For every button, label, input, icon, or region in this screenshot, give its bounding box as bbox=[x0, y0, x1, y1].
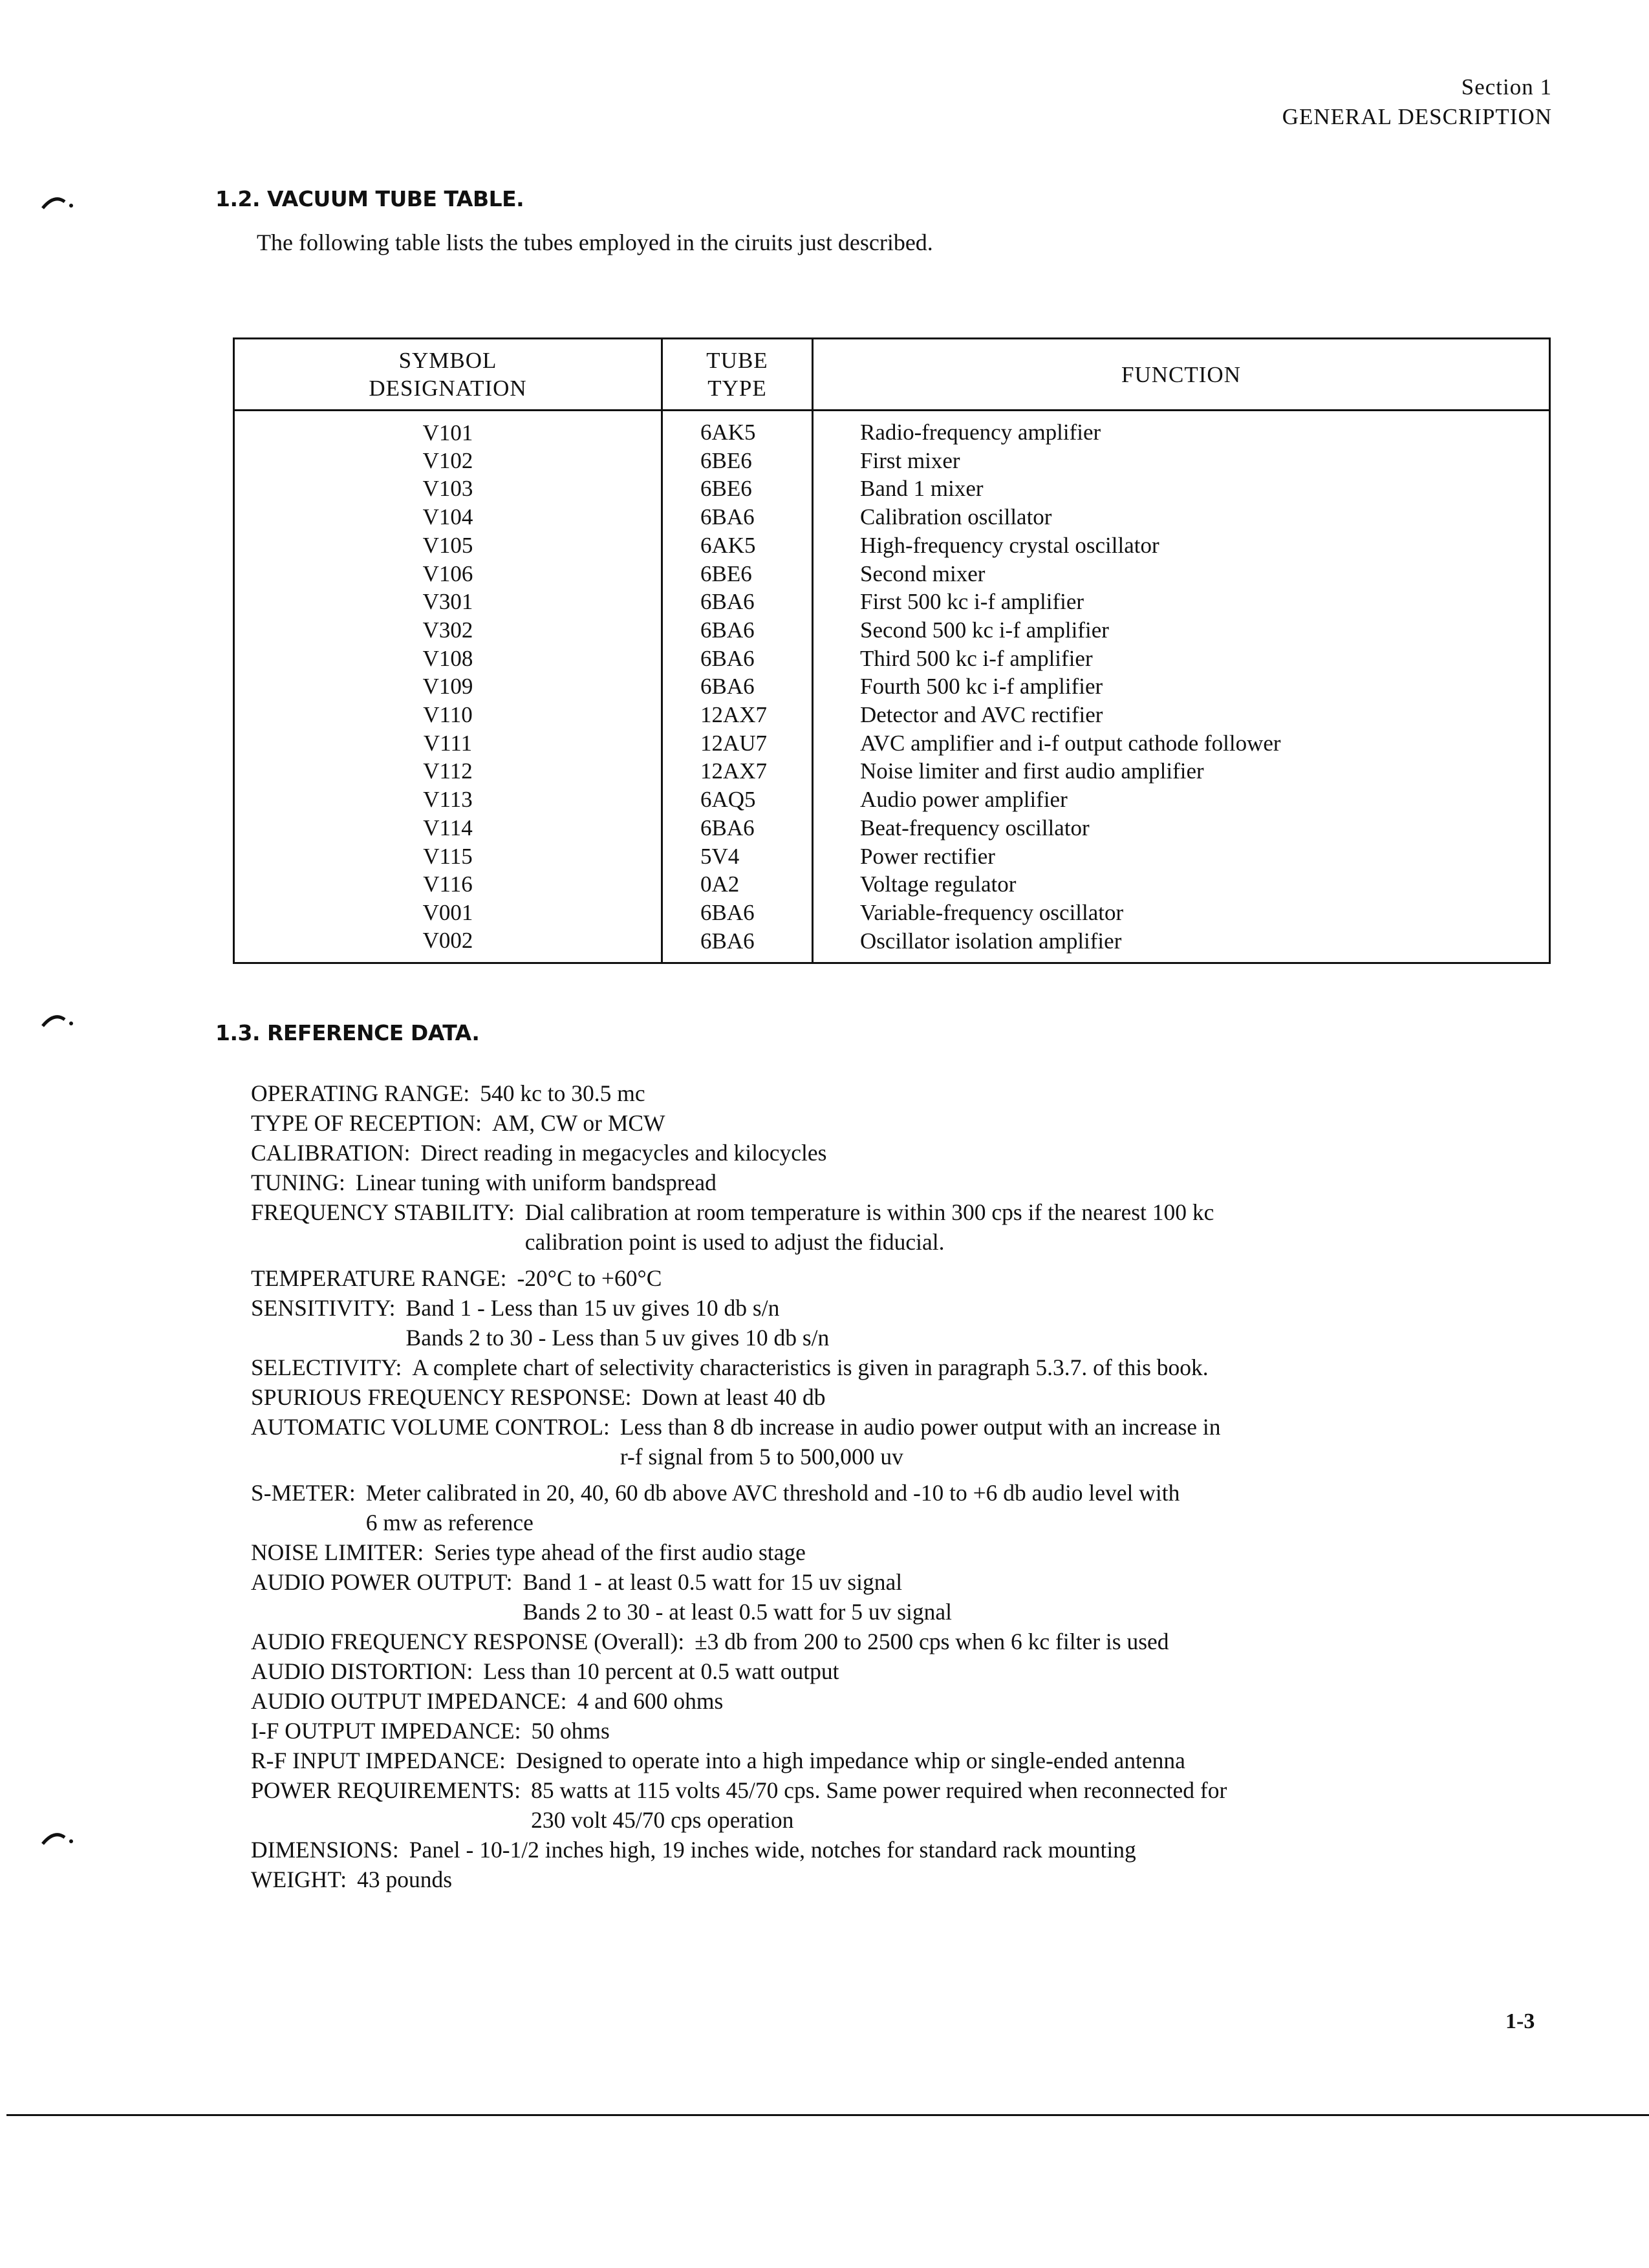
reference-label: TEMPERATURE RANGE: bbox=[251, 1265, 507, 1291]
reference-value-line: Bands 2 to 30 - Less than 5 uv gives 10 db s/n bbox=[405, 1325, 830, 1351]
tube-symbol-cell: V106 bbox=[234, 560, 662, 588]
tube-symbol-cell: V109 bbox=[234, 672, 662, 701]
reference-label: AUDIO POWER OUTPUT: bbox=[251, 1569, 513, 1595]
reference-item bbox=[251, 1078, 1577, 1108]
tube-type-cell: 5V4 bbox=[662, 842, 813, 871]
section-label: Section 1 bbox=[1461, 74, 1552, 100]
tube-symbol-cell: V301 bbox=[234, 588, 662, 616]
table-row bbox=[234, 475, 1550, 503]
table-row bbox=[234, 672, 1550, 701]
reference-item bbox=[251, 1627, 1577, 1656]
reference-value-line: AM, CW or MCW bbox=[492, 1110, 665, 1136]
reference-label: FREQUENCY STABILITY: bbox=[251, 1199, 515, 1225]
tube-symbol-cell: V001 bbox=[234, 899, 662, 927]
tube-type-cell: 0A2 bbox=[662, 870, 813, 899]
reference-label: TUNING: bbox=[251, 1170, 345, 1195]
tube-symbol-cell: V103 bbox=[234, 475, 662, 503]
tube-symbol-cell: V302 bbox=[234, 616, 662, 645]
reference-value-line: Direct reading in megacycles and kilocycles bbox=[420, 1140, 827, 1166]
reference-value-line: Band 1 - at least 0.5 watt for 15 uv signal bbox=[523, 1569, 903, 1595]
tube-symbol-cell: V101 bbox=[234, 411, 662, 447]
reference-value-line: 540 kc to 30.5 mc bbox=[480, 1080, 645, 1106]
table-row bbox=[234, 927, 1550, 963]
tube-type-cell: 6BA6 bbox=[662, 503, 813, 531]
tube-function-cell: First mixer bbox=[813, 447, 1550, 475]
table-row bbox=[234, 560, 1550, 588]
table-row bbox=[234, 729, 1550, 758]
reference-value-line: Less than 8 db increase in audio power output with an increase in bbox=[620, 1414, 1221, 1440]
tube-symbol-cell: V105 bbox=[234, 531, 662, 560]
reference-item bbox=[251, 1197, 1577, 1257]
running-header bbox=[1282, 72, 1552, 132]
tube-function-cell: First 500 kc i-f amplifier bbox=[813, 588, 1550, 616]
reference-value-line: Series type ahead of the first audio stage bbox=[434, 1539, 806, 1565]
table-row bbox=[234, 842, 1550, 871]
tube-type-cell: 6AK5 bbox=[662, 411, 813, 447]
page-number: 1-3 bbox=[1505, 2009, 1535, 2033]
reference-item bbox=[251, 1686, 1577, 1716]
reference-item bbox=[251, 1382, 1577, 1412]
tube-symbol-cell: V116 bbox=[234, 870, 662, 899]
tube-symbol-cell: V111 bbox=[234, 729, 662, 758]
table-row bbox=[234, 701, 1550, 729]
tube-function-cell: Power rectifier bbox=[813, 842, 1550, 871]
reference-item bbox=[251, 1108, 1577, 1138]
tube-function-cell: Second mixer bbox=[813, 560, 1550, 588]
reference-data-list bbox=[251, 1078, 1577, 1894]
reference-item bbox=[251, 1567, 1577, 1627]
table-row bbox=[234, 786, 1550, 814]
tube-type-cell: 12AX7 bbox=[662, 757, 813, 786]
chapter-title: GENERAL DESCRIPTION bbox=[1282, 104, 1552, 129]
tube-type-cell: 6BE6 bbox=[662, 447, 813, 475]
table-row bbox=[234, 503, 1550, 531]
reference-label: S-METER: bbox=[251, 1480, 356, 1506]
column-header-tube-type: TUBE TYPE bbox=[662, 339, 813, 411]
reference-value-line: Bands 2 to 30 - at least 0.5 watt for 5 uv signal bbox=[523, 1599, 953, 1625]
reference-item bbox=[251, 1478, 1577, 1537]
column-header-symbol: SYMBOL DESIGNATION bbox=[234, 339, 662, 411]
tube-type-cell: 6AQ5 bbox=[662, 786, 813, 814]
reference-value-line: Less than 10 percent at 0.5 watt output bbox=[483, 1658, 839, 1684]
tube-function-cell: Band 1 mixer bbox=[813, 475, 1550, 503]
tube-symbol-cell: V104 bbox=[234, 503, 662, 531]
tube-type-cell: 6BE6 bbox=[662, 475, 813, 503]
table-row bbox=[234, 588, 1550, 616]
table-row bbox=[234, 870, 1550, 899]
reference-label: SENSITIVITY: bbox=[251, 1295, 396, 1321]
reference-label: AUDIO DISTORTION: bbox=[251, 1658, 473, 1684]
tube-function-cell: Variable-frequency oscillator bbox=[813, 899, 1550, 927]
reference-item bbox=[251, 1293, 1577, 1353]
tube-symbol-cell: V110 bbox=[234, 701, 662, 729]
tube-type-cell: 6BE6 bbox=[662, 560, 813, 588]
table-row bbox=[234, 447, 1550, 475]
tube-type-cell: 6BA6 bbox=[662, 927, 813, 963]
table-row bbox=[234, 411, 1550, 447]
reference-label: AUDIO FREQUENCY RESPONSE (Overall): bbox=[251, 1629, 685, 1654]
reference-value-line: 4 and 600 ohms bbox=[577, 1688, 724, 1714]
bottom-rule bbox=[6, 2114, 1649, 2116]
reference-label: NOISE LIMITER: bbox=[251, 1539, 424, 1565]
tube-type-cell: 6AK5 bbox=[662, 531, 813, 560]
tube-function-cell: Fourth 500 kc i-f amplifier bbox=[813, 672, 1550, 701]
reference-label: CALIBRATION: bbox=[251, 1140, 411, 1166]
reference-label: TYPE OF RECEPTION: bbox=[251, 1110, 482, 1136]
tube-symbol-cell: V112 bbox=[234, 757, 662, 786]
reference-value-line: Band 1 - Less than 15 uv gives 10 db s/n bbox=[405, 1295, 780, 1321]
tube-type-cell: 6BA6 bbox=[662, 616, 813, 645]
tube-symbol-cell: V113 bbox=[234, 786, 662, 814]
reference-label: R-F INPUT IMPEDANCE: bbox=[251, 1748, 506, 1773]
tube-function-cell: Third 500 kc i-f amplifier bbox=[813, 645, 1550, 673]
tube-type-cell: 6BA6 bbox=[662, 645, 813, 673]
reference-item bbox=[251, 1263, 1577, 1293]
table-header-row bbox=[234, 339, 1550, 411]
tube-function-cell: High-frequency crystal oscillator bbox=[813, 531, 1550, 560]
reference-item bbox=[251, 1656, 1577, 1686]
tube-symbol-cell: V102 bbox=[234, 447, 662, 475]
tube-type-cell: 6BA6 bbox=[662, 814, 813, 842]
reference-value-line: 6 mw as reference bbox=[365, 1510, 534, 1535]
reference-label: I-F OUTPUT IMPEDANCE: bbox=[251, 1718, 521, 1744]
tube-function-cell: Oscillator isolation amplifier bbox=[813, 927, 1550, 963]
reference-value-line: ±3 db from 200 to 2500 cps when 6 kc filter is used bbox=[695, 1629, 1169, 1654]
vacuum-tube-table bbox=[233, 337, 1551, 964]
reference-label: SELECTIVITY: bbox=[251, 1354, 402, 1380]
tube-type-cell: 12AX7 bbox=[662, 701, 813, 729]
tube-function-cell: Noise limiter and first audio amplifier bbox=[813, 757, 1550, 786]
reference-item bbox=[251, 1835, 1577, 1865]
reference-value-line: calibration point is used to adjust the fiducial. bbox=[524, 1229, 945, 1255]
reference-label: DIMENSIONS: bbox=[251, 1837, 399, 1863]
table-row bbox=[234, 616, 1550, 645]
tube-function-cell: Audio power amplifier bbox=[813, 786, 1550, 814]
binder-hole-mark bbox=[40, 1830, 80, 1846]
tube-type-cell: 6BA6 bbox=[662, 899, 813, 927]
reference-item bbox=[251, 1865, 1577, 1894]
tube-symbol-cell: V002 bbox=[234, 927, 662, 963]
tube-symbol-cell: V114 bbox=[234, 814, 662, 842]
reference-value-line: Panel - 10-1/2 inches high, 19 inches wide, notches for standard rack mounting bbox=[409, 1837, 1136, 1863]
table-row bbox=[234, 814, 1550, 842]
tube-symbol-cell: V108 bbox=[234, 645, 662, 673]
reference-value-line: Dial calibration at room temperature is within 300 cps if the nearest 100 kc bbox=[524, 1199, 1214, 1225]
tube-type-cell: 6BA6 bbox=[662, 588, 813, 616]
reference-item bbox=[251, 1775, 1577, 1835]
reference-item bbox=[251, 1716, 1577, 1746]
tube-table-intro: The following table lists the tubes employed in the ciruits just described. bbox=[257, 230, 933, 255]
reference-data-heading: 1.3. REFERENCE DATA. bbox=[215, 1020, 480, 1045]
tube-function-cell: Beat-frequency oscillator bbox=[813, 814, 1550, 842]
reference-label: POWER REQUIREMENTS: bbox=[251, 1777, 521, 1803]
reference-value-line: 43 pounds bbox=[357, 1867, 453, 1892]
reference-value-line: Designed to operate into a high impedance whip or single-ended antenna bbox=[515, 1748, 1185, 1773]
reference-item bbox=[251, 1537, 1577, 1567]
tube-function-cell: AVC amplifier and i-f output cathode follower bbox=[813, 729, 1550, 758]
reference-item bbox=[251, 1168, 1577, 1197]
reference-value-line: Linear tuning with uniform bandspread bbox=[355, 1170, 717, 1195]
reference-label: OPERATING RANGE: bbox=[251, 1080, 470, 1106]
reference-value-line: -20°C to +60°C bbox=[517, 1265, 662, 1291]
tube-table-heading: 1.2. VACUUM TUBE TABLE. bbox=[215, 186, 524, 211]
table-row bbox=[234, 757, 1550, 786]
table-body bbox=[234, 411, 1550, 963]
reference-label: AUTOMATIC VOLUME CONTROL: bbox=[251, 1414, 610, 1440]
reference-item bbox=[251, 1746, 1577, 1775]
tube-function-cell: Detector and AVC rectifier bbox=[813, 701, 1550, 729]
reference-value-line: A complete chart of selectivity characteristics is given in paragraph 5.3.7. of this book. bbox=[412, 1354, 1209, 1380]
table-row bbox=[234, 531, 1550, 560]
reference-label: SPURIOUS FREQUENCY RESPONSE: bbox=[251, 1384, 632, 1410]
reference-value-line: 50 ohms bbox=[531, 1718, 610, 1744]
reference-value-line: r-f signal from 5 to 500,000 uv bbox=[620, 1444, 903, 1470]
reference-label: AUDIO OUTPUT IMPEDANCE: bbox=[251, 1688, 567, 1714]
tube-function-cell: Second 500 kc i-f amplifier bbox=[813, 616, 1550, 645]
tube-type-cell: 12AU7 bbox=[662, 729, 813, 758]
table-row bbox=[234, 645, 1550, 673]
reference-label: WEIGHT: bbox=[251, 1867, 347, 1892]
reference-item bbox=[251, 1138, 1577, 1168]
tube-function-cell: Radio-frequency amplifier bbox=[813, 411, 1550, 447]
reference-item bbox=[251, 1353, 1577, 1382]
table-row bbox=[234, 899, 1550, 927]
reference-value-line: 85 watts at 115 volts 45/70 cps. Same power required when reconnected for bbox=[531, 1777, 1227, 1803]
reference-item bbox=[251, 1412, 1577, 1471]
tube-function-cell: Calibration oscillator bbox=[813, 503, 1550, 531]
reference-value-line: 230 volt 45/70 cps operation bbox=[531, 1807, 794, 1833]
binder-hole-mark bbox=[40, 1012, 80, 1029]
tube-function-cell: Voltage regulator bbox=[813, 870, 1550, 899]
binder-hole-mark bbox=[40, 194, 80, 211]
reference-value-line: Meter calibrated in 20, 40, 60 db above AVC threshold and -10 to +6 db audio level with bbox=[365, 1480, 1180, 1506]
tube-symbol-cell: V115 bbox=[234, 842, 662, 871]
reference-value-line: Down at least 40 db bbox=[641, 1384, 826, 1410]
column-header-function: FUNCTION bbox=[813, 339, 1550, 411]
tube-type-cell: 6BA6 bbox=[662, 672, 813, 701]
